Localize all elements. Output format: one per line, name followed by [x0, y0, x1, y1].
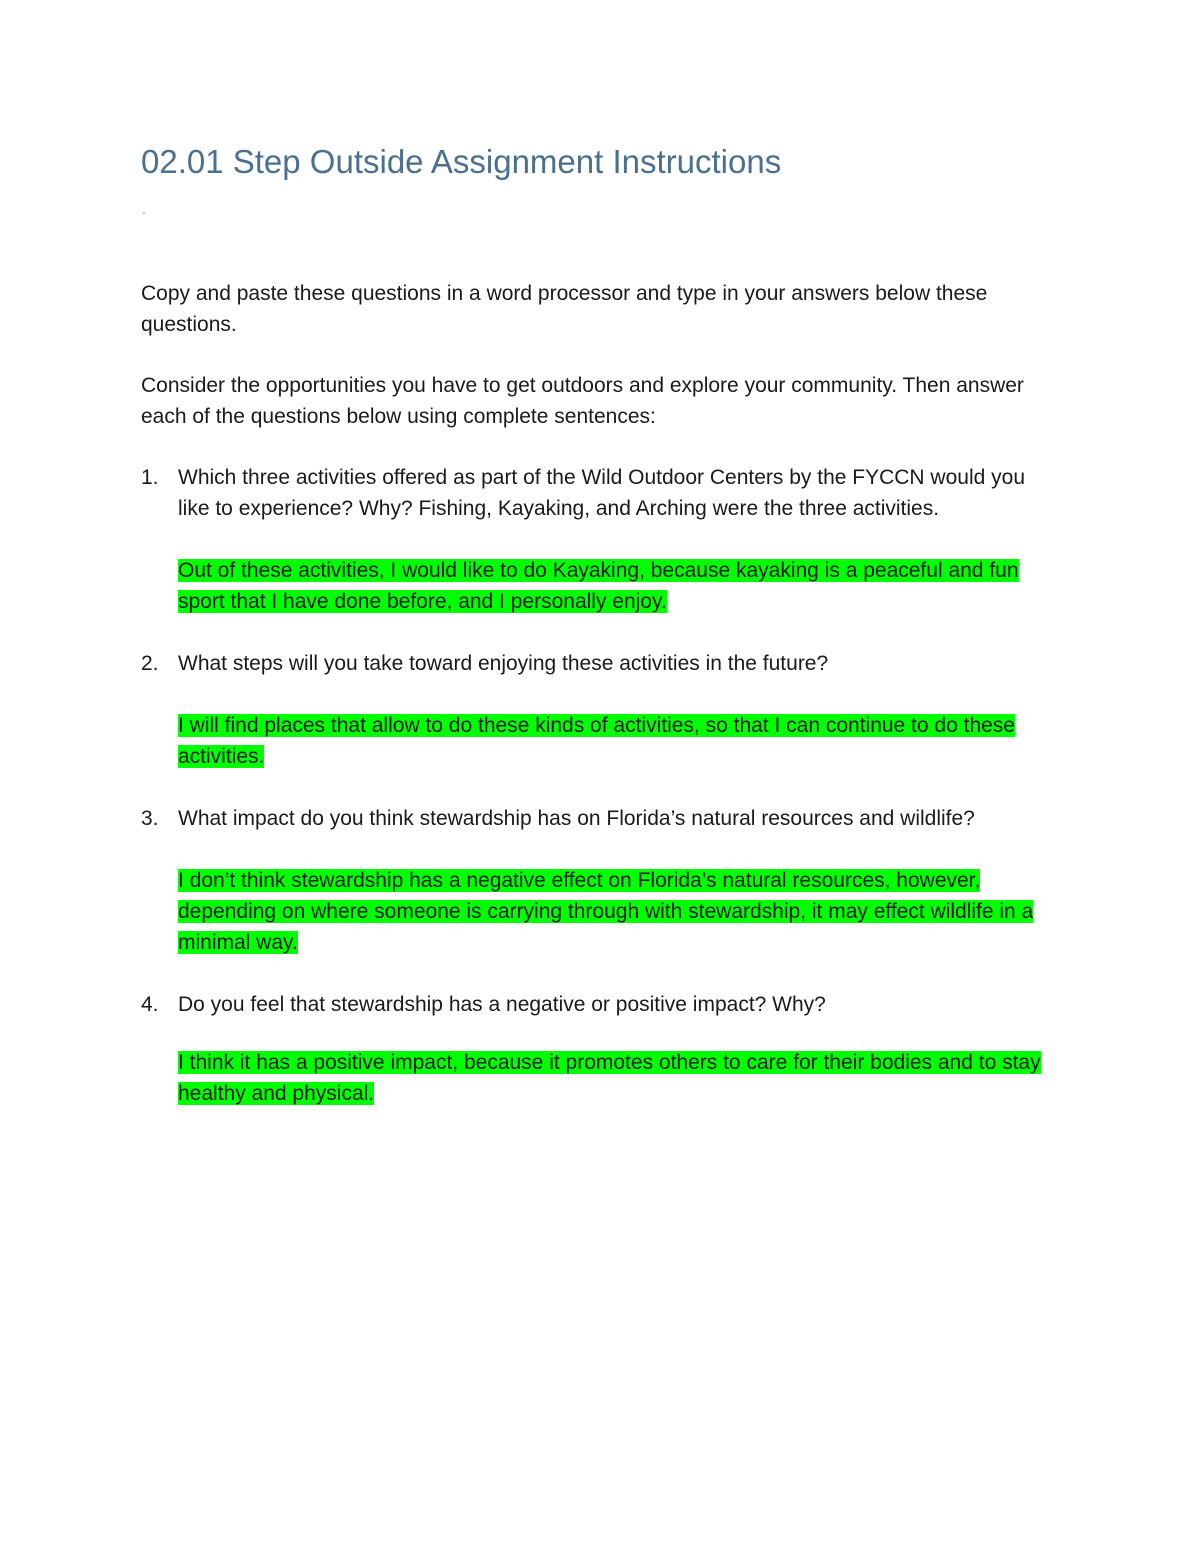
question-list — [141, 462, 1061, 1109]
answer-text: I will find places that allow to do these kinds of activities, so that I can continue to do these activities. — [178, 714, 1015, 768]
answer-text: Out of these activities, I would like to do Kayaking, because kayaking is a peaceful and fun sport that I have done before, and I personally enjoy. — [178, 559, 1019, 613]
question-text: What impact do you think stewardship has on Florida’s natural resources and wildlife? — [178, 807, 975, 830]
question-number: 3. — [141, 807, 159, 830]
question-number: 1. — [141, 466, 159, 489]
question-item — [141, 989, 1061, 1109]
intro-paragraph: Copy and paste these questions in a word processor and type in your answers below these questions. — [141, 282, 988, 336]
question-item — [141, 648, 1061, 772]
page-title: 02.01 Step Outside Assignment Instructions — [141, 143, 782, 180]
answer-block — [178, 865, 1061, 958]
question-text: What steps will you take toward enjoying these activities in the future? — [178, 652, 829, 675]
question-number: 4. — [141, 993, 159, 1016]
answer-text: I think it has a positive impact, because it promotes others to care for their bodies and to stay healthy and physical. — [178, 1051, 1041, 1105]
stray-mark: ' — [143, 211, 145, 222]
consider-paragraph: Consider the opportunities you have to get outdoors and explore your community. Then answer each of the questions below using complete sentences: — [141, 374, 1024, 428]
answer-text: I don’t think stewardship has a negative effect on Florida’s natural resources, however, depending on where someone is carrying through with stewardship, it may effect wildlife in a minimal way. — [178, 869, 1034, 954]
answer-block — [178, 555, 1061, 617]
question-item — [141, 803, 1061, 958]
answer-block — [178, 710, 1061, 772]
answer-block — [178, 1047, 1061, 1109]
question-number: 2. — [141, 652, 159, 675]
question-text: Do you feel that stewardship has a negative or positive impact? Why? — [178, 993, 826, 1016]
question-text: Which three activities offered as part of the Wild Outdoor Centers by the FYCCN would you like to experience? Why? Fishing, Kayaking, and Arching were the three activities. — [178, 466, 1025, 520]
document-page — [141, 140, 1061, 1109]
question-item — [141, 462, 1061, 617]
